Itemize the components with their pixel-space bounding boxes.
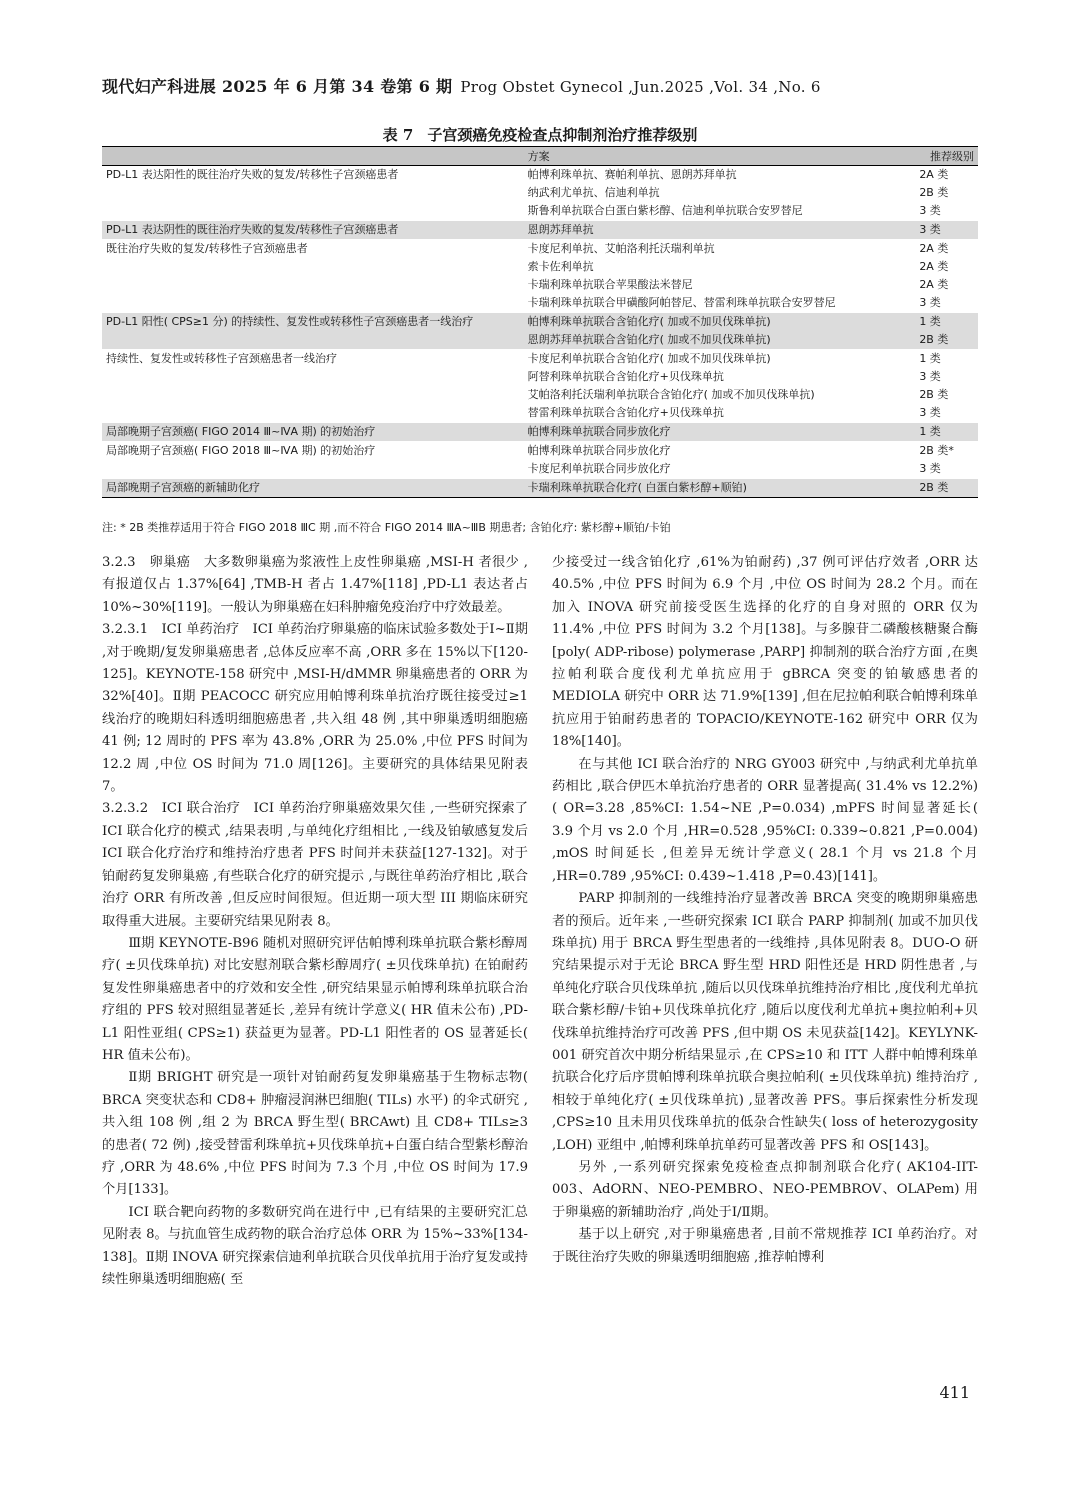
population-cell: 持续性、复发性或转移性子宫颈癌患者一线治疗	[102, 350, 524, 423]
left-text-column	[102, 552, 528, 1291]
paragraph: 3.2.3.1 ICI 单药治疗 ICI 单药治疗卵巢癌的临床试验多数处于Ⅰ~Ⅱ期 ,对于晚期/复发卵巢癌患者 ,总体反应率不高 ,ORR 多在 15%以下[120-125]。KEYNOTE-158 研究中 ,MSI-H/dMMR 卵巢癌患者的 ORR 为 32%[40]。Ⅱ期 PEACOCC 研究应用帕博利珠单抗治疗既往接受过≥1 线治疗的晚期妇科透明细胞癌患者 ,共入组 48 例 ,其中卵巢透明细胞癌 41 例; 12 周时的 PFS 率为 43.8% ,ORR 为 25.0% ,中位 PFS 时间为 12.2 周 ,中位 OS 时间为 71.0 周[126]。主要研究的具体结果见附表 7。	[102, 622, 528, 795]
header-population	[102, 147, 524, 166]
regimen-line: 斯鲁利单抗联合白蛋白紫杉醇、信迪利单抗联合安罗替尼	[527, 204, 803, 217]
table-row	[102, 313, 978, 350]
population-cell: PD-L1 表达阴性的既往治疗失败的复发/转移性子宫颈癌患者	[102, 221, 524, 240]
regimen-line: 卡度尼利单抗、艾帕洛利托沃瑞利单抗	[527, 242, 715, 255]
paragraph: 另外 ,一系列研究探索免疫检查点抑制剂联合化疗( AK104-IIT-003、AdORN、NEO-PEMBRO、NEO-PEMBROV、OLAPem) 用于卵巢癌的新辅助治疗 ,尚处于Ⅰ/Ⅱ期。	[552, 1159, 978, 1220]
table-row	[102, 221, 978, 240]
table-body	[102, 166, 978, 498]
regimen-cell	[524, 423, 916, 442]
regimen-line: 帕博利珠单抗联合同步放化疗	[527, 425, 671, 438]
regimen-line: 阿替利珠单抗联合含铂化疗+贝伐珠单抗	[527, 370, 724, 383]
regimen-line: 卡瑞利珠单抗联合甲磺酸阿帕替尼、替雷利珠单抗联合安罗替尼	[527, 296, 836, 309]
regimen-line: 卡瑞利珠单抗联合苹果酸法米替尼	[527, 278, 693, 291]
table-row	[102, 442, 978, 479]
paragraph: 3.2.3 卵巢癌 大多数卵巢癌为浆液性上皮性卵巢癌 ,MSI-H 者很少 ,有报道仅占 1.37%[64] ,TMB-H 者占 1.47%[118] ,PD-L1 表达者占 10%~30%[119]。一般认为卵巢癌在妇科肿瘤免疫治疗中疗效最差。	[102, 555, 528, 615]
grade-cell	[915, 240, 978, 313]
table-row	[102, 350, 978, 423]
grade-line: 2B 类	[919, 333, 949, 346]
grade-line: 2B 类	[919, 186, 949, 199]
page-number: 411	[939, 1383, 970, 1402]
grade-line: 2B 类	[919, 481, 949, 494]
grade-line: 2B 类	[919, 388, 949, 401]
regimen-line: 卡度尼利单抗联合含铂化疗( 加或不加贝伐珠单抗)	[527, 352, 771, 365]
population-cell: 局部晚期子宫颈癌( FIGO 2014 Ⅲ~ⅣA 期) 的初始治疗	[102, 423, 524, 442]
journal-title-en: Prog Obstet Gynecol ,Jun.2025 ,Vol. 34 ,No. 6	[460, 78, 821, 96]
grade-cell	[915, 313, 978, 350]
grade-cell	[915, 166, 978, 221]
paragraph: 3.2.3.2 ICI 联合治疗 ICI 单药治疗卵巢癌效果欠佳 ,一些研究探索了 ICI 联合化疗的模式 ,结果表明 ,与单纯化疗组相比 ,一线及铂敏感复发后 ICI 联合化疗治疗和维持治疗患者 PFS 时间并未获益[127-132]。对于铂耐药复发卵巢癌 ,有些联合化疗的研究提示 ,与既往单药治疗相比 ,联合治疗 ORR 有所改善 ,但反应时间很短。但近期一项大型 III 期临床研究取得重大进展。主要研究结果见附表 8。	[102, 801, 528, 929]
regimen-cell	[524, 442, 916, 479]
grade-line: 1 类	[919, 425, 941, 438]
header-regimen: 方案	[524, 147, 916, 166]
regimen-line: 纳武利尤单抗、信迪利单抗	[527, 186, 660, 199]
regimen-cell	[524, 350, 916, 423]
paragraph: 少接受过一线含铂化疗 ,61%为铂耐药) ,37 例可评估疗效者 ,ORR 达 40.5% ,中位 PFS 时间为 6.9 个月 ,中位 OS 时间为 28.2 个月。而在加入 INOVA 研究前接受医生选择的化疗的自身对照的 ORR 仅为 11.4% ,中位 PFS 时间为 3.2 个月[138]。与多腺苷二磷酸核糖聚合酶 [poly( ADP-ribose) polymerase ,PARP] 抑制剂的联合治疗方面 ,在奥拉帕利联合度伐利尤单抗应用于 gBRCA 突变的铂敏感患者的 MEDIOLA 研究中 ORR 达 71.9%[139] ,但在尼拉帕利联合帕博利珠单抗应用于铂耐药患者的 TOPACIO/KEYNOTE-162 研究中 ORR 仅为 18%[140]。	[552, 555, 978, 750]
paragraph: ICI 联合靶向药物的多数研究尚在进行中 ,已有结果的主要研究汇总见附表 8。与抗血管生成药物的联合治疗总体 ORR 为 15%~33%[134-138]。Ⅱ期 INOVA 研究探索信迪利单抗联合贝伐单抗用于治疗复发或持续性卵巢透明细胞癌( 至	[102, 1204, 528, 1287]
grade-line: 2A 类	[919, 242, 949, 255]
regimen-line: 索卡佐利单抗	[527, 260, 594, 273]
population-cell: PD-L1 阳性( CPS≥1 分) 的持续性、复发性或转移性子宫颈癌患者一线治疗	[102, 313, 524, 350]
grade-line: 3 类	[919, 223, 941, 236]
grade-cell	[915, 423, 978, 442]
grade-line: 2A 类	[919, 260, 949, 273]
table-header-row	[102, 147, 978, 166]
paragraph: Ⅱ期 BRIGHT 研究是一项针对铂耐药复发卵巢癌基于生物标志物( BRCA 突变状态和 CD8+ 肿瘤浸润淋巴细胞( TILs) 水平) 的伞式研究 ,共入组 108 例 ,组 2 为 BRCA 野生型( BRCAwt) 且 CD8+ TILs≥3 的患者( 72 例) ,接受替雷利珠单抗+贝伐珠单抗+白蛋白结合型紫杉醇治疗 ,ORR 为 48.6% ,中位 PFS 时间为 7.3 个月 ,中位 OS 时间为 17.9 个月[133]。	[102, 1070, 528, 1198]
regimen-cell	[524, 313, 916, 350]
regimen-line: 卡度尼利单抗联合同步放化疗	[527, 462, 671, 475]
grade-cell	[915, 221, 978, 240]
grade-line: 1 类	[919, 315, 941, 328]
paragraph: 在与其他 ICI 联合治疗的 NRG GY003 研究中 ,与纳武利尤单抗单药相比 ,联合伊匹木单抗治疗患者的 ORR 显著提高( 31.4% vs 12.2%) ( OR=3.28 ,85%CI: 1.54~NE ,P=0.034) ,mPFS 时间显著延长( 3.9 个月 vs 2.0 个月 ,HR=0.528 ,95%CI: 0.339~0.821 ,P=0.004) ,mOS 时间延长 ,但差异无统计学意义( 28.1 个月 vs 21.8 个月 ,HR=0.789 ,95%CI: 0.439~1.418 ,P=0.43)[141]。	[552, 756, 978, 884]
table-row	[102, 240, 978, 313]
right-text-column	[552, 552, 978, 1269]
grade-line: 2A 类	[919, 278, 949, 291]
grade-line: 3 类	[919, 204, 941, 217]
grade-cell	[915, 442, 978, 479]
regimen-line: 帕博利珠单抗联合含铂化疗( 加或不加贝伐珠单抗)	[527, 315, 771, 328]
grade-line: 3 类	[919, 406, 941, 419]
journal-title-cn: 现代妇产科进展 2025 年 6 月第 34 卷第 6 期	[102, 77, 453, 96]
grade-cell	[915, 350, 978, 423]
paragraph: PARP 抑制剂的一线维持治疗显著改善 BRCA 突变的晚期卵巢癌患者的预后。近年来 ,一些研究探索 ICI 联合 PARP 抑制剂( 加或不加贝伐珠单抗) 用于 BRCA 野生型患者的一线维持 ,具体见附表 8。DUO-O 研究结果提示对于无论 BRCA 野生型 HRD 阳性还是 HRD 阴性患者 ,与单纯化疗联合贝伐珠单抗 ,随后以贝伐珠单抗维持治疗相比 ,度伐利尤单抗联合紫杉醇/卡铂+贝伐珠单抗化疗 ,随后以度伐利尤单抗+奥拉帕利+贝伐珠单抗维持治疗可改善 PFS ,但中期 OS 未见获益[142]。KEYLYNK-001 研究首次中期分析结果显示 ,在 CPS≥10 和 ITT 人群中帕博利珠单抗联合化疗后序贯帕博利珠单抗联合奥拉帕利( ±贝伐珠单抗) 维持治疗 ,相较于单纯化疗( ±贝伐珠单抗) ,显著改善 PFS。事后探索性分析发现 ,CPS≥10 且未用贝伐珠单抗的低杂合性缺失( loss of heterozygosity ,LOH) 亚组中 ,帕博利珠单抗单药可显著改善 PFS 和 OS[143]。	[552, 891, 978, 1153]
regimen-cell	[524, 240, 916, 313]
grade-line: 2A 类	[919, 168, 949, 181]
grade-line: 1 类	[919, 352, 941, 365]
regimen-line: 帕博利珠单抗、赛帕利单抗、恩朗苏拜单抗	[527, 168, 737, 181]
population-cell: 既往治疗失败的复发/转移性子宫颈癌患者	[102, 240, 524, 313]
table-title: 子宫颈癌免疫检查点抑制剂治疗推荐级别	[427, 126, 698, 144]
grade-cell	[915, 479, 978, 498]
grade-line: 3 类	[919, 296, 941, 309]
regimen-line: 恩朗苏拜单抗联合含铂化疗( 加或不加贝伐珠单抗)	[527, 333, 771, 346]
population-cell: 局部晚期子宫颈癌的新辅助化疗	[102, 479, 524, 498]
grade-line: 2B 类*	[919, 444, 954, 457]
population-cell: 局部晚期子宫颈癌( FIGO 2018 Ⅲ~ⅣA 期) 的初始治疗	[102, 442, 524, 479]
regimen-line: 卡瑞利珠单抗联合化疗( 白蛋白紫杉醇+顺铂)	[527, 481, 747, 494]
table-row	[102, 166, 978, 221]
table-number: 表 7	[382, 126, 414, 144]
running-header	[102, 74, 982, 97]
paragraph: 基于以上研究 ,对于卵巢癌患者 ,目前不常规推荐 ICI 单药治疗。对于既往治疗失败的卵巢透明细胞癌 ,推荐帕博利	[552, 1227, 978, 1265]
regimen-cell	[524, 479, 916, 498]
regimen-line: 恩朗苏拜单抗	[527, 223, 594, 236]
recommendation-table	[102, 146, 978, 498]
regimen-line: 帕博利珠单抗联合同步放化疗	[527, 444, 671, 457]
paragraph: Ⅲ期 KEYNOTE-B96 随机对照研究评估帕博利珠单抗联合紫杉醇周疗( ±贝伐珠单抗) 对比安慰剂联合紫杉醇周疗( ±贝伐珠单抗) 在铂耐药复发性卵巢癌患者中的疗效和安全性 ,研究结果显示帕博利珠单抗联合治疗组的 PFS 较对照组显著延长 ,差异有统计学意义( HR 值未公布) ,PD-L1 阳性亚组( CPS≥1) 获益更为显著。PD-L1 阳性者的 OS 显著延长( HR 值未公布)。	[102, 935, 528, 1063]
regimen-cell	[524, 221, 916, 240]
population-cell: PD-L1 表达阳性的既往治疗失败的复发/转移性子宫颈癌患者	[102, 166, 524, 221]
regimen-line: 艾帕洛利托沃瑞利单抗联合含铂化疗( 加或不加贝伐珠单抗)	[527, 388, 815, 401]
header-grade: 推荐级别	[915, 147, 978, 166]
table-note: 注: * 2B 类推荐适用于符合 FIGO 2018 ⅢC 期 ,而不符合 FIGO 2014 ⅢA~ⅢB 期患者; 含铂化疗: 紫杉醇+顺铂/卡铂	[102, 521, 671, 534]
regimen-cell	[524, 166, 916, 221]
regimen-line: 替雷利珠单抗联合含铂化疗+贝伐珠单抗	[527, 406, 724, 419]
table-row	[102, 423, 978, 442]
table-row	[102, 479, 978, 498]
grade-line: 3 类	[919, 370, 941, 383]
table-caption	[0, 124, 1080, 145]
grade-line: 3 类	[919, 462, 941, 475]
